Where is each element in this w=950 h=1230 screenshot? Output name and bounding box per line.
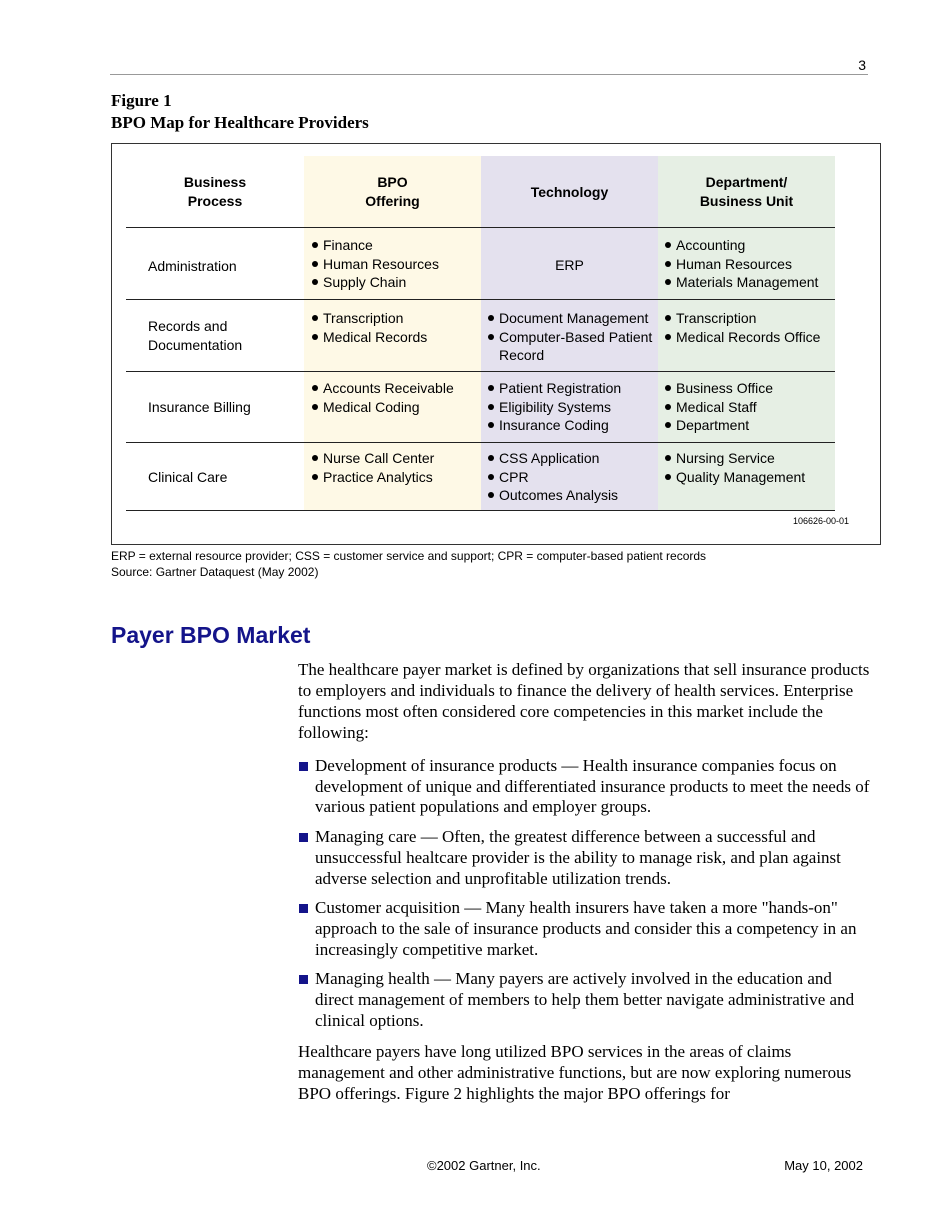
row-clinical-technology [487,449,618,505]
row-records-department [664,309,820,346]
row-clinical-department [664,449,805,486]
list-item: Quality Management [664,468,805,487]
row-divider [126,227,835,228]
figure-title: BPO Map for Healthcare Providers [111,113,369,132]
list-item: Medical Coding [311,398,454,417]
list-item: CPR [487,468,618,487]
list-item [298,898,870,960]
header-process-line1: Business [183,174,247,190]
list-item [298,827,870,889]
header-business-process [126,156,304,228]
header-department-line2: Business Unit [699,193,794,209]
list-item: Nursing Service [664,449,805,468]
square-bullet-icon [299,833,308,842]
row-administration-department [664,236,818,292]
square-bullet-icon [299,904,308,913]
square-bullet-icon [299,762,308,771]
square-bullet-icon [299,975,308,984]
row-administration-technology: ERP [555,257,584,273]
row-insurance-department-clip [664,379,834,434]
bullet-text: Customer acquisition — Many health insurers have taken a more "hands-on" approach to the sale of insurance products and consider this a competency in an increasingly competitive market. [315,898,857,959]
list-item: Transcription [664,309,820,328]
section-bullets [298,756,870,1040]
figure-notes [111,548,706,580]
row-insurance-department [664,379,773,435]
list-item: Business Office [664,379,773,398]
figure-id: 106626-00-01 [792,516,849,526]
header-bpo-line2: Offering [365,193,420,209]
bullet-text: Managing health — Many payers are actively involved in the education and direct management of members to help them better navigate administrative and clinical options. [315,969,855,1030]
header-department-line1: Department/ [705,174,788,190]
row-divider [126,299,835,300]
header-technology-text: Technology [530,183,609,200]
list-item: Document Management [487,309,652,328]
section-closing: Healthcare payers have long utilized BPO services in the areas of claims management and other administrative functions, but are now exploring numerous BPO offerings. Figure 2 highlights the major BPO offerings for [298,1042,852,1103]
row-insurance-bpo [311,379,454,416]
figure-abbreviations: ERP = external resource provider; CSS = customer service and support; CPR = computer-based patient records [111,549,707,563]
list-item [298,969,870,1031]
list-item: Accounting [664,236,818,255]
row-insurance-process: Insurance Billing [148,399,251,415]
list-item-line2: Record [499,347,545,364]
bullet-text: Development of insurance products — Health insurance companies focus on development of unique and differentiated insurance products to meet the needs of various patient populations and employer groups. [315,756,870,817]
list-item: Practice Analytics [311,468,434,487]
row-records-technology [487,309,652,365]
row-insurance-technology [487,379,621,435]
list-item: Medical Records [311,328,427,347]
header-department [658,156,835,228]
list-item: CSS Application [487,449,618,468]
section-title: Payer BPO Market [111,622,311,648]
header-technology [481,156,658,228]
list-item-line1: Computer-Based Patient [499,328,653,345]
list-item: Materials Management [664,273,818,292]
header-bpo-offering [304,156,481,228]
list-item: Human Resources [664,255,818,274]
bullet-text: Managing care — Often, the greatest difference between a successful and unsuccessful healtcare provider is the ability to manage risk, and plan against adverse selection and unprofitable utilization trends. [315,827,841,888]
header-bpo-line1: BPO [377,174,408,190]
list-item: Supply Chain [311,273,439,292]
footer-copyright: ©2002 Gartner, Inc. [427,1158,541,1173]
row-records-bpo [311,309,427,346]
figure-source: Source: Gartner Dataquest (May 2002) [111,565,319,579]
header-rule [110,74,868,75]
row-records-process [148,317,298,355]
list-item: Transcription [311,309,427,328]
list-item [487,328,652,365]
list-item: Medical Staff [664,398,773,417]
row-divider [126,371,835,372]
list-item: Patient Registration [487,379,621,398]
list-item: Department [664,416,773,435]
list-item [298,756,870,818]
row-divider [126,510,835,511]
list-item: Finance [311,236,439,255]
row-administration-process: Administration [148,258,237,274]
list-item: Eligibility Systems [487,398,621,417]
row-divider [126,442,835,443]
list-item: Accounts Receivable [311,379,454,398]
list-item: Medical Records Office [664,328,820,347]
row-administration-bpo [311,236,439,292]
list-item: Outcomes Analysis [487,486,618,505]
figure-caption [111,90,369,134]
footer-date: May 10, 2002 [784,1158,863,1173]
process-line1: Records and [148,318,228,334]
page-number: 3 [858,57,866,73]
process-line2: Documentation [148,337,243,353]
list-item: Insurance Coding [487,416,621,435]
list-item: Human Resources [311,255,439,274]
header-process-line2: Process [187,193,243,209]
row-clinical-bpo [311,449,434,486]
row-clinical-process: Clinical Care [148,469,228,485]
figure-label: Figure 1 [111,91,172,110]
list-item: Nurse Call Center [311,449,434,468]
section-intro: The healthcare payer market is defined by organizations that sell insurance products to employers and individuals to finance the delivery of health services. Enterprise functions most often considered core competencies in this market include the following: [298,660,870,742]
